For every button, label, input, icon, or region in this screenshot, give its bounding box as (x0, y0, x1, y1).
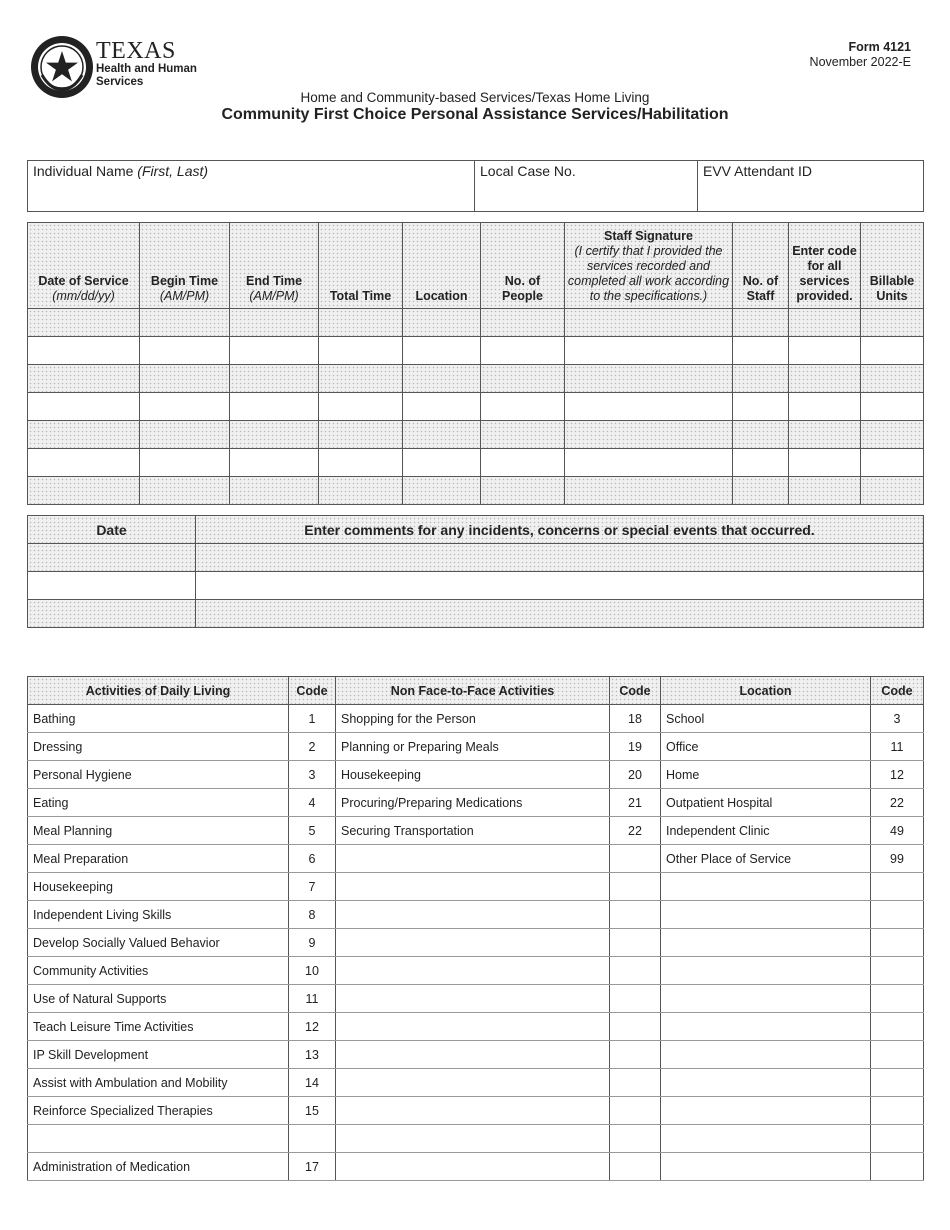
code-cell (871, 1153, 924, 1181)
code-cell: 49 (871, 817, 924, 845)
service-log-cell[interactable] (319, 421, 403, 449)
codes-col-header: Location (661, 677, 871, 705)
service-log-cell[interactable] (28, 477, 140, 505)
activity-cell: Teach Leisure Time Activities (28, 1013, 289, 1041)
codes-row (28, 817, 924, 845)
service-log-cell[interactable] (319, 365, 403, 393)
column-title: Location (415, 289, 468, 303)
service-log-cell[interactable] (230, 337, 319, 365)
codes-row (28, 901, 924, 929)
evv-attendant-id-label: EVV Attendant ID (703, 163, 812, 179)
activity-cell: Reinforce Specialized Therapies (28, 1097, 289, 1125)
code-cell: 12 (871, 761, 924, 789)
codes-row (28, 1097, 924, 1125)
logo-title: TEXAS (96, 38, 176, 64)
service-log-cell[interactable] (481, 421, 565, 449)
activity-cell: Planning or Preparing Meals (336, 733, 610, 761)
activity-cell (661, 929, 871, 957)
service-log-cell[interactable] (733, 393, 789, 421)
form-date: November 2022-E (809, 55, 911, 69)
service-log-cell[interactable] (481, 365, 565, 393)
activity-cell: Other Place of Service (661, 845, 871, 873)
activity-cell: Bathing (28, 705, 289, 733)
service-log-row (28, 449, 924, 477)
code-cell (610, 1013, 661, 1041)
codes-col-header: Activities of Daily Living (28, 677, 289, 705)
activity-cell: Community Activities (28, 957, 289, 985)
individual-info-table (27, 160, 924, 212)
column-title: No. of Staff (742, 274, 779, 303)
service-log-row (28, 477, 924, 505)
activity-cell (661, 901, 871, 929)
service-log-cell[interactable] (861, 449, 924, 477)
code-cell (610, 957, 661, 985)
activity-cell (661, 1097, 871, 1125)
code-cell: 1 (289, 705, 336, 733)
service-log-cell[interactable] (28, 421, 140, 449)
service-log-cell[interactable] (861, 309, 924, 337)
activity-cell (336, 901, 610, 929)
code-cell: 15 (289, 1097, 336, 1125)
service-log-cell[interactable] (319, 477, 403, 505)
activity-cell (661, 957, 871, 985)
activity-cell (661, 1069, 871, 1097)
service-log-cell[interactable] (403, 393, 481, 421)
code-cell (871, 873, 924, 901)
service-log-cell[interactable] (733, 477, 789, 505)
codes-row (28, 1069, 924, 1097)
code-cell (871, 985, 924, 1013)
code-cell: 13 (289, 1041, 336, 1069)
activity-cell (661, 1013, 871, 1041)
activity-cell (661, 873, 871, 901)
code-cell: 4 (289, 789, 336, 817)
local-case-no-field[interactable] (475, 161, 698, 212)
codes-row (28, 789, 924, 817)
logo-line-2: Services (96, 76, 144, 88)
activity-cell: School (661, 705, 871, 733)
code-cell: 9 (289, 929, 336, 957)
service-log-col-header (230, 223, 319, 309)
service-log-cell[interactable] (565, 393, 733, 421)
code-cell: 10 (289, 957, 336, 985)
codes-row (28, 1153, 924, 1181)
comments-text-cell[interactable] (196, 544, 924, 572)
column-title: No. of People (502, 274, 543, 303)
activity-cell: Meal Planning (28, 817, 289, 845)
service-log-cell[interactable] (403, 309, 481, 337)
service-log-col-header (733, 223, 789, 309)
activity-cell: Housekeeping (28, 873, 289, 901)
activity-cell (661, 1041, 871, 1069)
service-log-cell[interactable] (140, 365, 230, 393)
service-log-cell[interactable] (861, 337, 924, 365)
individual-name-label: Individual Name (33, 163, 134, 179)
code-cell: 19 (610, 733, 661, 761)
service-log-cell[interactable] (481, 477, 565, 505)
comments-date-cell[interactable] (28, 600, 196, 628)
form-identifier (810, 40, 911, 70)
service-log-cell[interactable] (403, 421, 481, 449)
activity-cell (336, 873, 610, 901)
activity-cell: Procuring/Preparing Medications (336, 789, 610, 817)
service-log-cell[interactable] (481, 449, 565, 477)
service-log-row (28, 421, 924, 449)
activity-cell: Independent Clinic (661, 817, 871, 845)
comments-table (27, 515, 924, 628)
activity-cell: Administration of Medication (28, 1153, 289, 1181)
code-cell (871, 1125, 924, 1153)
codes-row (28, 705, 924, 733)
code-cell (871, 1041, 924, 1069)
code-cell: 14 (289, 1069, 336, 1097)
code-cell (610, 985, 661, 1013)
activity-cell (336, 1069, 610, 1097)
service-log-row (28, 365, 924, 393)
activity-cell: Develop Socially Valued Behavior (28, 929, 289, 957)
service-log-cell[interactable] (230, 393, 319, 421)
code-cell: 17 (289, 1153, 336, 1181)
comments-date-header: Date (28, 516, 196, 544)
service-log-cell[interactable] (403, 365, 481, 393)
code-cell (610, 1153, 661, 1181)
service-log-row (28, 393, 924, 421)
service-log-cell[interactable] (861, 365, 924, 393)
service-log-cell[interactable] (28, 309, 140, 337)
service-log-cell[interactable] (733, 421, 789, 449)
service-log-cell[interactable] (861, 421, 924, 449)
service-log-cell[interactable] (403, 337, 481, 365)
service-log-col-header (140, 223, 230, 309)
column-title: Begin Time (150, 274, 219, 288)
service-log-cell[interactable] (230, 449, 319, 477)
activity-cell (28, 1125, 289, 1153)
activity-cell (336, 1097, 610, 1125)
activity-cell: Housekeeping (336, 761, 610, 789)
code-cell (610, 929, 661, 957)
code-cell: 22 (610, 817, 661, 845)
code-cell (610, 1069, 661, 1097)
service-log-cell[interactable] (789, 449, 861, 477)
activity-cell (336, 1041, 610, 1069)
service-log-col-header (481, 223, 565, 309)
service-log-cell[interactable] (565, 365, 733, 393)
service-log-cell[interactable] (565, 337, 733, 365)
service-log-cell[interactable] (733, 365, 789, 393)
code-cell (610, 901, 661, 929)
service-log-cell[interactable] (861, 477, 924, 505)
service-log-col-header (403, 223, 481, 309)
activity-cell (336, 1013, 610, 1041)
activity-cell: Personal Hygiene (28, 761, 289, 789)
activity-cell: Home (661, 761, 871, 789)
service-log-col-header (28, 223, 140, 309)
codes-header-row (28, 677, 924, 705)
column-title: Total Time (329, 289, 392, 303)
service-log-cell[interactable] (565, 421, 733, 449)
service-codes-table (27, 676, 924, 1181)
codes-row (28, 1125, 924, 1153)
service-log-cell[interactable] (140, 393, 230, 421)
column-subtitle: (AM/PM) (159, 289, 210, 303)
code-cell: 3 (871, 705, 924, 733)
service-log-table (27, 222, 924, 505)
service-log-cell[interactable] (789, 393, 861, 421)
service-log-col-header (789, 223, 861, 309)
service-log-cell[interactable] (319, 393, 403, 421)
code-cell: 6 (289, 845, 336, 873)
service-log-cell[interactable] (733, 337, 789, 365)
activity-cell (336, 929, 610, 957)
comments-text-cell[interactable] (196, 600, 924, 628)
service-log-cell[interactable] (230, 477, 319, 505)
service-log-cell[interactable] (733, 449, 789, 477)
column-title: Billable Units (869, 274, 915, 303)
code-cell: 11 (871, 733, 924, 761)
service-log-col-header (861, 223, 924, 309)
codes-row (28, 929, 924, 957)
codes-row (28, 761, 924, 789)
code-cell (289, 1125, 336, 1153)
service-log-cell[interactable] (789, 309, 861, 337)
activity-cell: Eating (28, 789, 289, 817)
logo-line-1: Health and Human (96, 63, 197, 75)
service-log-cell[interactable] (481, 337, 565, 365)
column-title: Enter code for all services provided. (792, 244, 857, 303)
service-log-cell[interactable] (319, 309, 403, 337)
service-log-cell[interactable] (140, 449, 230, 477)
codes-row (28, 1041, 924, 1069)
service-log-cell[interactable] (230, 309, 319, 337)
service-log-row (28, 337, 924, 365)
service-log-cell[interactable] (140, 309, 230, 337)
code-cell (871, 929, 924, 957)
code-cell (610, 1041, 661, 1069)
service-log-cell[interactable] (140, 477, 230, 505)
column-subtitle: (mm/dd/yy) (52, 289, 115, 303)
service-log-cell[interactable] (789, 365, 861, 393)
activity-cell: Independent Living Skills (28, 901, 289, 929)
code-cell (871, 1069, 924, 1097)
column-subtitle: (I certify that I provided the services recorded and completed all work according to the specifications.) (567, 244, 730, 303)
individual-name-field[interactable] (28, 161, 475, 212)
code-cell (610, 1125, 661, 1153)
comments-row (28, 600, 924, 628)
column-title: End Time (245, 274, 303, 288)
code-cell (871, 901, 924, 929)
service-log-cell[interactable] (28, 365, 140, 393)
codes-col-header: Non Face-to-Face Activities (336, 677, 610, 705)
service-log-row (28, 309, 924, 337)
activity-cell: Shopping for the Person (336, 705, 610, 733)
activity-cell (661, 985, 871, 1013)
activity-cell: Securing Transportation (336, 817, 610, 845)
form-number: Form 4121 (848, 40, 911, 54)
comments-row (28, 572, 924, 600)
service-log-cell[interactable] (230, 421, 319, 449)
comments-row (28, 544, 924, 572)
code-cell: 20 (610, 761, 661, 789)
activity-cell (336, 845, 610, 873)
service-log-cell[interactable] (481, 309, 565, 337)
activity-cell: Assist with Ambulation and Mobility (28, 1069, 289, 1097)
service-log-cell[interactable] (140, 337, 230, 365)
service-log-cell[interactable] (319, 449, 403, 477)
codes-row (28, 985, 924, 1013)
comments-text-cell[interactable] (196, 572, 924, 600)
service-log-header (28, 223, 924, 309)
service-log-cell[interactable] (861, 393, 924, 421)
code-cell (871, 1013, 924, 1041)
service-log-cell[interactable] (28, 393, 140, 421)
codes-col-header: Code (871, 677, 924, 705)
code-cell: 99 (871, 845, 924, 873)
service-log-cell[interactable] (481, 393, 565, 421)
codes-row (28, 873, 924, 901)
code-cell: 22 (871, 789, 924, 817)
code-cell: 8 (289, 901, 336, 929)
code-cell: 5 (289, 817, 336, 845)
code-cell (871, 957, 924, 985)
code-cell: 3 (289, 761, 336, 789)
code-cell: 21 (610, 789, 661, 817)
individual-name-hint: (First, Last) (137, 163, 209, 179)
service-log-cell[interactable] (789, 337, 861, 365)
comments-date-cell[interactable] (28, 544, 196, 572)
activity-cell: Use of Natural Supports (28, 985, 289, 1013)
form-title: Community First Choice Personal Assistance Services/Habilitation (221, 106, 729, 123)
code-cell (610, 873, 661, 901)
service-log-cell[interactable] (28, 449, 140, 477)
code-cell: 2 (289, 733, 336, 761)
codes-row (28, 733, 924, 761)
code-cell: 7 (289, 873, 336, 901)
service-log-cell[interactable] (565, 309, 733, 337)
service-log-cell[interactable] (230, 365, 319, 393)
local-case-no-label: Local Case No. (480, 163, 576, 179)
service-log-cell[interactable] (319, 337, 403, 365)
service-log-cell[interactable] (28, 337, 140, 365)
codes-col-header: Code (610, 677, 661, 705)
activity-cell (336, 957, 610, 985)
column-subtitle: (AM/PM) (249, 289, 299, 303)
activity-cell (661, 1125, 871, 1153)
service-log-col-header (565, 223, 733, 309)
code-cell: 18 (610, 705, 661, 733)
comments-text-header: Enter comments for any incidents, concerns or special events that occurred. (196, 516, 924, 544)
column-title: Date of Service (38, 274, 129, 288)
code-cell (871, 1097, 924, 1125)
code-cell: 12 (289, 1013, 336, 1041)
codes-row (28, 957, 924, 985)
service-log-cell[interactable] (789, 421, 861, 449)
activity-cell (336, 1153, 610, 1181)
code-cell (610, 1097, 661, 1125)
activity-cell: Outpatient Hospital (661, 789, 871, 817)
code-cell: 11 (289, 985, 336, 1013)
service-log-cell[interactable] (403, 449, 481, 477)
activity-cell (661, 1153, 871, 1181)
service-log-cell[interactable] (403, 477, 481, 505)
service-log-col-header (319, 223, 403, 309)
service-log-cell[interactable] (789, 477, 861, 505)
comments-date-cell[interactable] (28, 572, 196, 600)
activity-cell (336, 1125, 610, 1153)
service-log-cell[interactable] (733, 309, 789, 337)
service-log-cell[interactable] (140, 421, 230, 449)
codes-row (28, 1013, 924, 1041)
codes-col-header: Code (289, 677, 336, 705)
service-log-cell[interactable] (565, 477, 733, 505)
activity-cell: Dressing (28, 733, 289, 761)
activity-cell: Office (661, 733, 871, 761)
codes-row (28, 845, 924, 873)
activity-cell: IP Skill Development (28, 1041, 289, 1069)
activity-cell: Meal Preparation (28, 845, 289, 873)
activity-cell (336, 985, 610, 1013)
form-subtitle: Home and Community-based Services/Texas Home Living (300, 90, 650, 105)
service-log-cell[interactable] (565, 449, 733, 477)
code-cell (610, 845, 661, 873)
evv-attendant-id-field[interactable] (698, 161, 924, 212)
column-title: Staff Signature (604, 229, 693, 243)
